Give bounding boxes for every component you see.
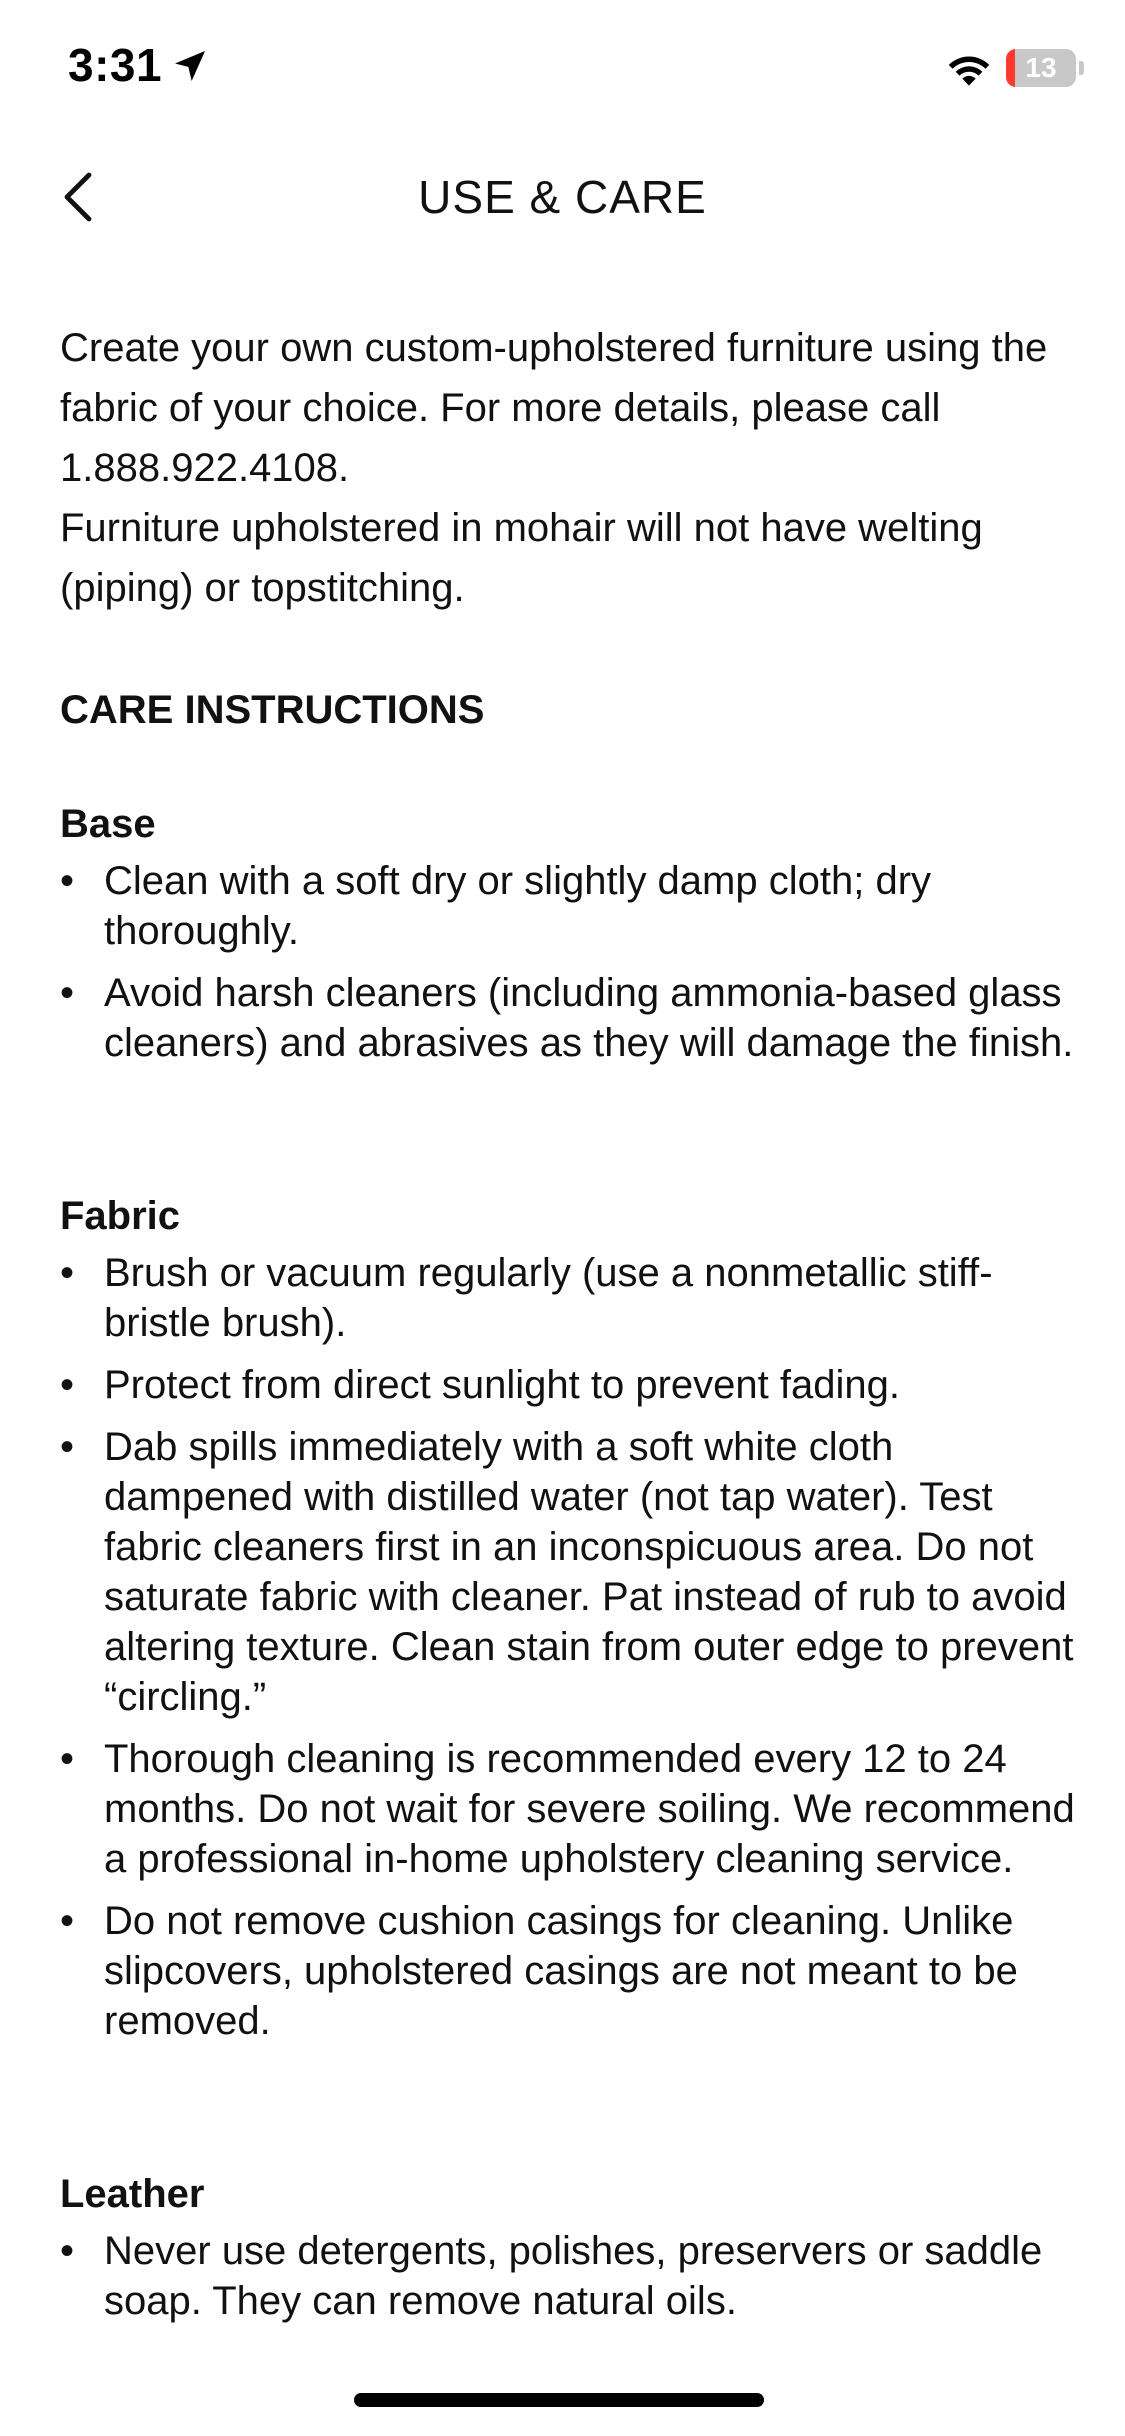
base-list [60, 856, 1085, 1068]
list-item: • Clean with a soft dry or slightly damp cloth; dry thoroughly. [60, 856, 1085, 956]
list-item: • Avoid harsh cleaners (including ammonia-based glass cleaners) and abrasives as they will damage the finish. [60, 968, 1085, 1068]
location-arrow-icon [170, 46, 210, 86]
fabric-list [60, 1248, 1085, 2046]
status-bar [0, 0, 1125, 140]
nav-bar [0, 150, 1125, 250]
leather-heading: Leather [60, 2172, 205, 2216]
list-item: • Never use detergents, polishes, preservers or saddle soap. They can remove natural oils. [60, 2226, 1085, 2326]
care-instructions-heading: CARE INSTRUCTIONS [60, 688, 485, 732]
list-item: • Brush or vacuum regularly (use a nonmetallic stiff-bristle brush). [60, 1248, 1085, 1348]
battery-icon [1006, 49, 1076, 87]
battery-level-text: 13 [1025, 52, 1057, 83]
page-title: USE & CARE [418, 171, 707, 223]
intro-paragraph: Create your own custom-upholstered furniture using the fabric of your choice. For more details, please call 1.888.922.4108. [60, 326, 1048, 490]
list-item: • Do not remove cushion casings for cleaning. Unlike slipcovers, upholstered casings are not meant to be removed. [60, 1896, 1085, 2046]
battery-cap [1079, 61, 1084, 75]
use-and-care-content [60, 318, 1085, 2338]
status-time: 3:31 [68, 39, 163, 91]
leather-list [60, 2226, 1085, 2326]
list-item: • Dab spills immediately with a soft white cloth dampened with distilled water (not tap water). Test fabric cleaners first in an inconspicuous area. Do not saturate fabric with cleaner. Pat instead of rub to avoid altering texture. Clean stain from outer edge to prevent “circling.” [60, 1422, 1085, 1722]
base-heading: Base [60, 802, 156, 846]
home-indicator[interactable] [354, 2393, 764, 2407]
wifi-icon [944, 50, 994, 88]
fabric-heading: Fabric [60, 1194, 181, 1238]
list-item: • Thorough cleaning is recommended every 12 to 24 months. Do not wait for severe soiling. We recommend a professional in-home upholstery cleaning service. [60, 1734, 1085, 1884]
mohair-note: Furniture upholstered in mohair will not have welting (piping) or topstitching. [60, 506, 983, 610]
list-item: • Protect from direct sunlight to prevent fading. [60, 1360, 1085, 1410]
